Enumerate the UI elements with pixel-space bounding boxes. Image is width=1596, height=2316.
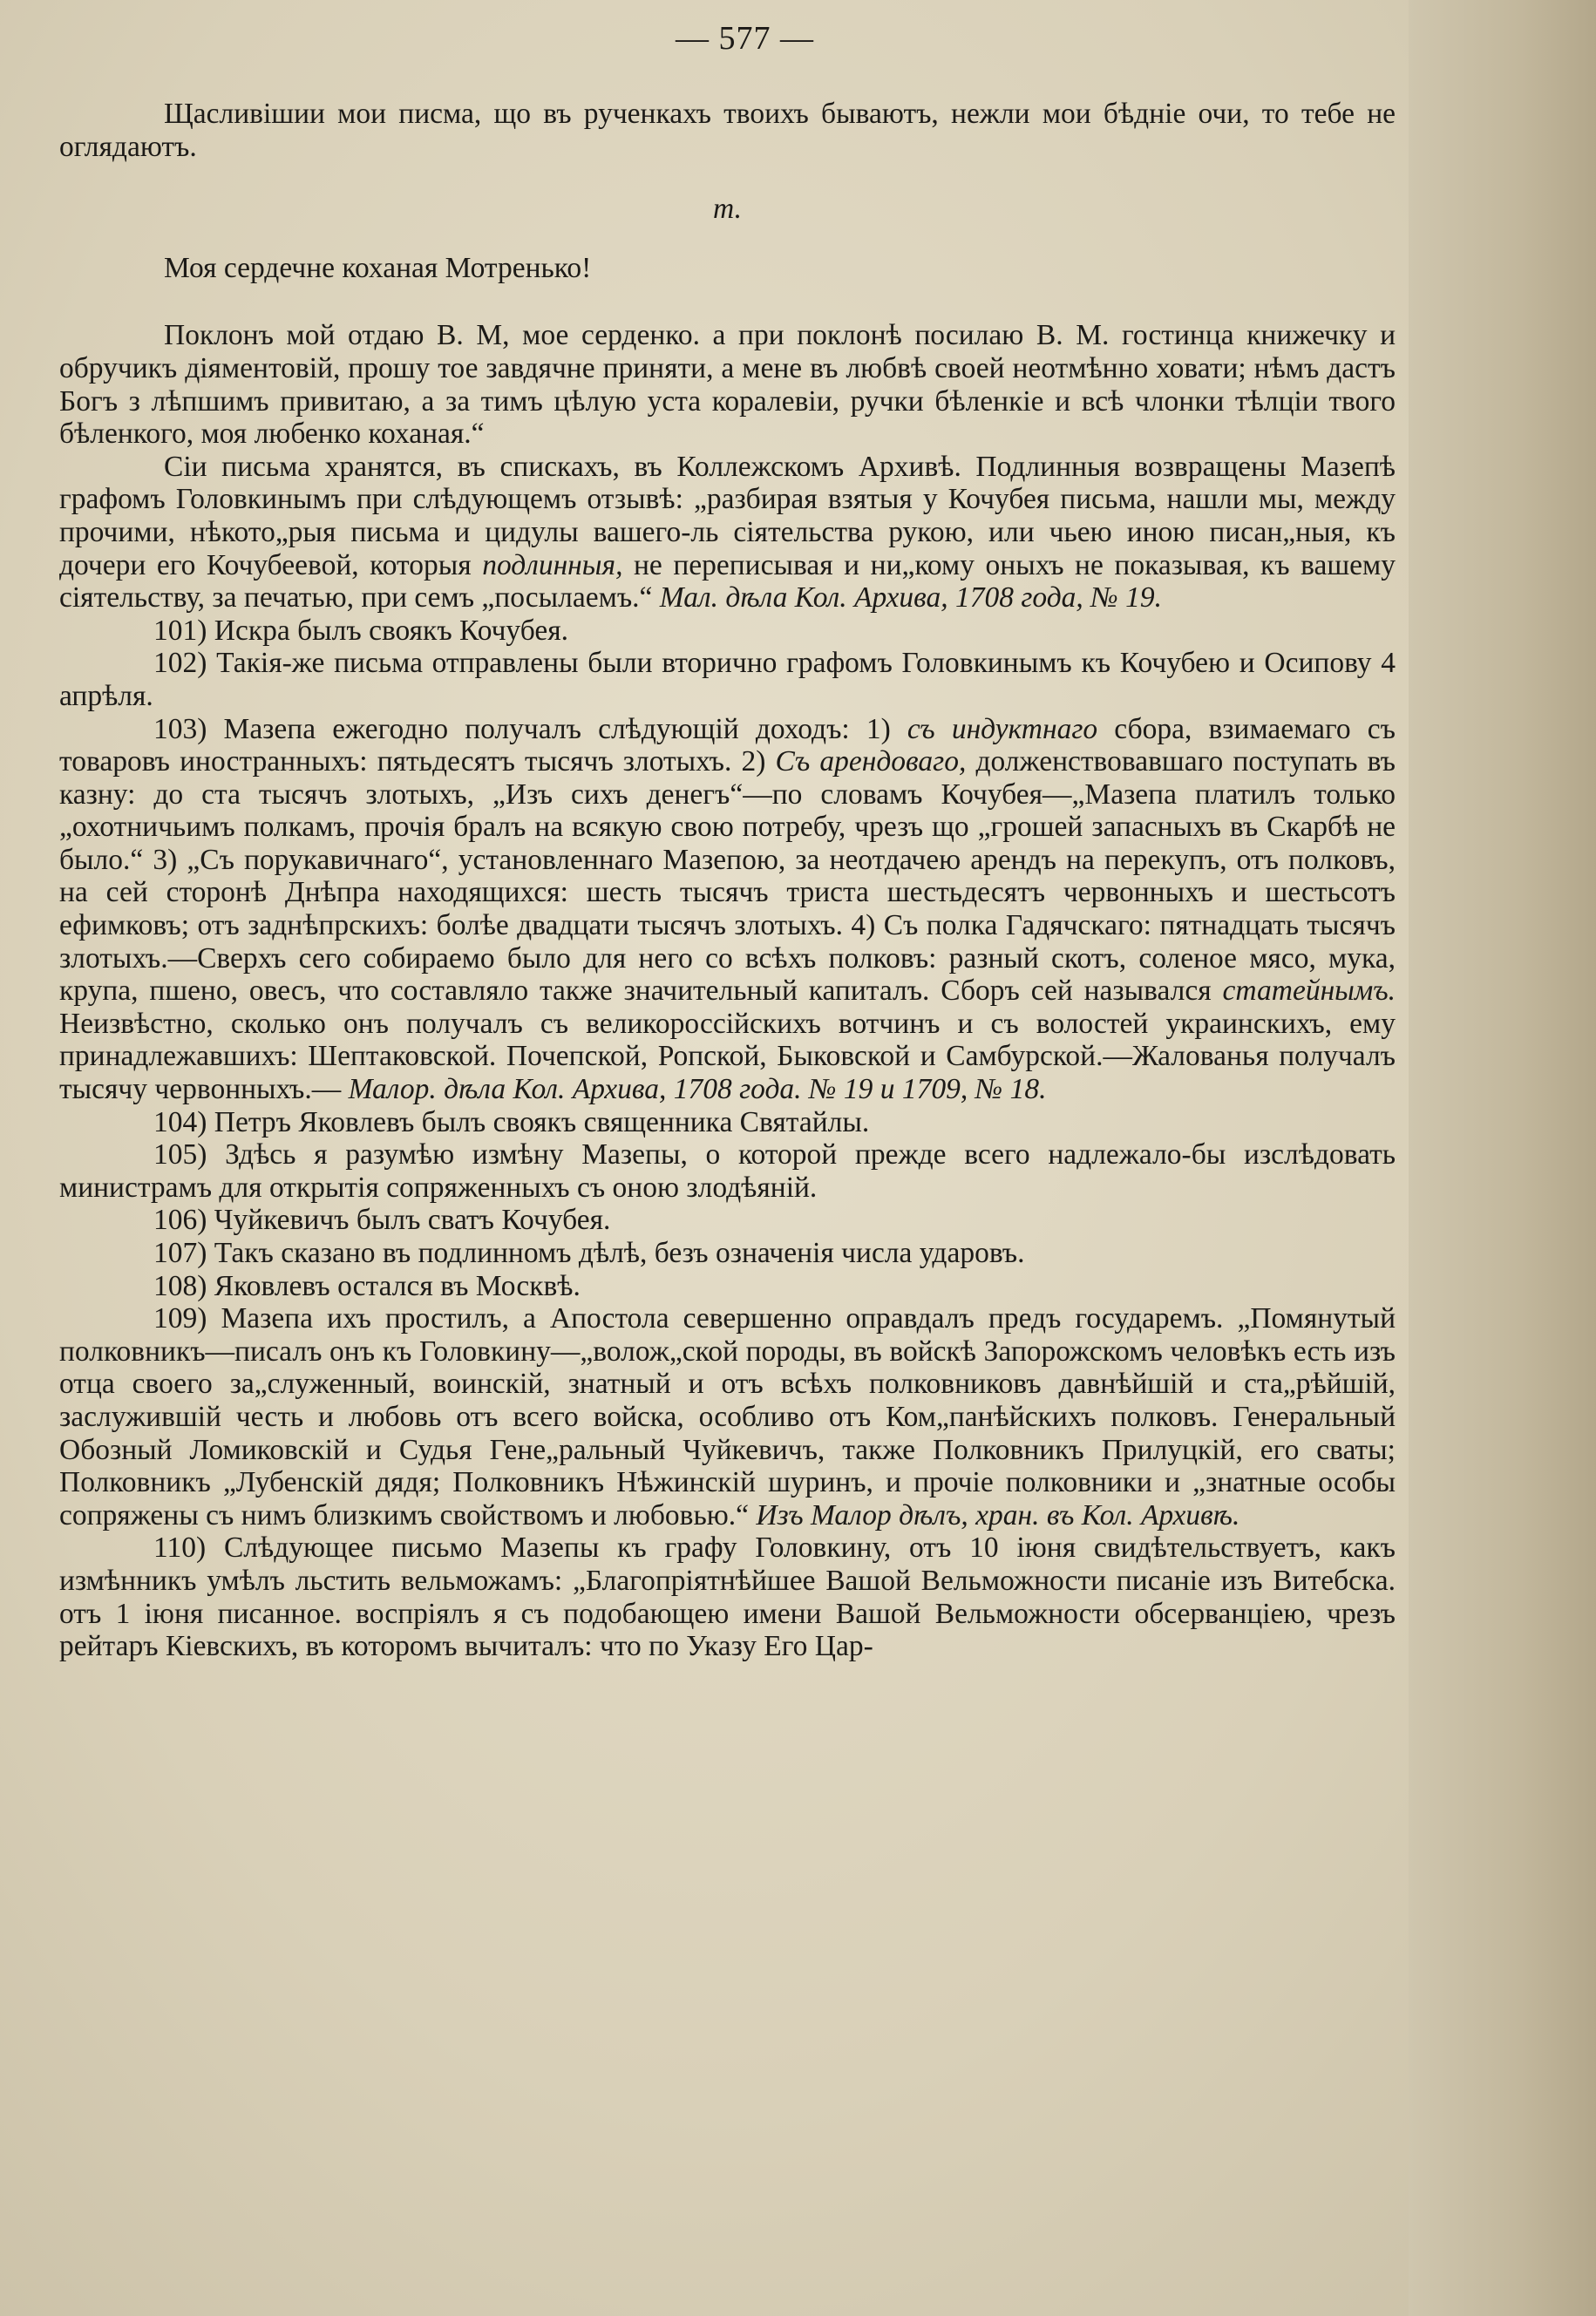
footnote-103-text-d: Неизвѣстно, сколько онъ получалъ съ великороссiйскихъ вотчинъ и съ волостей украинскихъ, ему принадлежавшихъ: Шептаковской. Почепской, Ропской, Быковской и Самбурской.—Жалованья получалъ тысячу червонныхъ.—: [59, 1007, 1396, 1106]
footnote-109: [59, 1302, 1396, 1532]
page-edge-shadow: [1409, 0, 1596, 2316]
footnote-104: 104) Петръ Яковлевъ былъ своякъ священника Святайлы.: [153, 1105, 870, 1138]
footnote-109-text: 109) Мазепа ихъ простилъ, а Апостола севершенно оправдалъ предъ государемъ. „Помянутый полковникъ—писалъ онъ къ Головкину—„волож„ской породы, въ войскѣ Запорожскомъ человѣкъ есть изъ отца своего за„служенный, воинскiй, знатный и отъ всѣхъ полковниковъ давнѣйшiй и ста„рѣйшiй, заслужившiй честь и любовь отъ всего войска, особливо отъ Ком„панѣйскихъ полковъ. Генеральный Обозный Ломиковскiй и Судья Гене„ральный Чуйкевичъ, также Полковникъ Прилуцкiй, его сваты; Полковникъ „Лубенскiй дядя; Полковникъ Нѣжинскiй шуринъ, и прочiе полковники и „знатные особы сопряжены съ нимъ близкимъ свойствомъ и любовью.“: [59, 1302, 1396, 1532]
footnote-103-italic-c: статейнымъ.: [1222, 975, 1396, 1008]
note-paragraph: [59, 451, 1396, 615]
footnote-103-text-a: 103) Мазепа ежегодно получалъ слѣдующiй доходъ: 1): [153, 712, 891, 745]
footnote-109-reference: Изъ Малор дѣлъ, хран. въ Кол. Архивѣ.: [756, 1498, 1240, 1532]
footnote-103-italic-b: Съ арендоваго,: [775, 745, 967, 778]
footnote-103: [59, 713, 1396, 1106]
footnote-101: 101) Искра былъ своякъ Кочубея.: [153, 614, 569, 647]
footnote-106: 106) Чуйкевичъ былъ сватъ Кочубея.: [153, 1204, 611, 1237]
footnote-103-text-b: сбора, взимаемаго съ товаровъ иностранныхъ: пятьдесятъ тысячъ злотыхъ. 2): [59, 712, 1396, 778]
page-body: [59, 98, 1396, 1663]
letter-salutation: Моя сердечне коханая Мотренько!: [164, 251, 592, 284]
note-text: Сiи письма хранятся, въ спискахъ, въ Коллежскомъ Архивѣ. Подлинныя возвращены Мазепѣ графомъ Головкинымъ при слѣдующемъ отзывѣ: „разбирая взятыя у Кочубея письма, нашли мы, между прочими, нѣкото„рыя письма и цидулы вашего-ль сiятельства рукою, или чьею иною писан„ныя, къ дочери его Кочубеевой, которыя: [59, 450, 1396, 581]
page-number: — 577 —: [676, 20, 814, 57]
footnote-103-reference: Малор. дѣла Кол. Архива, 1708 года. № 19 и 1709, № 18.: [348, 1073, 1047, 1106]
footnote-102: 102) Такiя-же письма отправлены были вторично графомъ Головкинымъ къ Кочубею и Осипову 4 апрѣля.: [59, 647, 1396, 712]
letter-signature: т.: [713, 193, 742, 226]
note-reference: Мал. дѣла Кол. Архива, 1708 года, № 19.: [659, 581, 1163, 615]
letter-close: Щасливiшии мои писма, що въ рученкахъ твоихъ бываютъ, нежли мои бѣднiе очи, то тебе не оглядаютъ.: [59, 98, 1396, 163]
footnote-110: 110) Слѣдующее письмо Мазепы къ графу Головкину, отъ 10 iюня свидѣтельствуетъ, какъ измѣнникъ умѣлъ льстить вельможамъ: „Благопрiятнѣйшее Вашой Вельможности писанiе изъ Витебска. отъ 1 iюня писанное. воспрiялъ я съ подобающею имени Вашой Вельможности обсерванцiею, чрезъ рейтаръ Кiевскихъ, въ которомъ вычиталъ: что по Указу Его Цар-: [59, 1532, 1396, 1663]
footnote-108: 108) Яковлевъ остался въ Москвѣ.: [153, 1269, 581, 1302]
footnote-103-text-c: долженствовавшаго поступать въ казну: до ста тысячъ злотыхъ, „Изъ сихъ денегъ“—по словамъ Кочубея—„Мазепа платилъ только „охотничьимъ полкамъ, прочiя бралъ на всякую свою потребу, чрезъ що „грошей запасныхъ въ Скарбѣ не было.“ 3) „Съ порукавичнаго“, установленнаго Мазепою, за неотдачею арендъ на перекупъ, отъ полковъ, на сей сторонѣ Днѣпра находящихся: шесть тысячъ триста шестьдесятъ червонныхъ и шестьсотъ ефимковъ; отъ заднѣпрскихъ: болѣе двадцати тысячъ злотыхъ. 4) Съ полка Гадячскаго: пятнадцать тысячъ злотыхъ.—Сверхъ сего собираемо было для него со всѣхъ полковъ: разный скотъ, соленое мясо, мука, крупа, пшено, овесъ, что составляло также значительный капиталъ. Сборъ сей назывался: [59, 745, 1396, 1008]
note-text-cont: не переписывая и ни„кому оныхъ не показывая, къ вашему сiятельству, за печатью, при семъ „посылаемъ.“: [59, 548, 1396, 615]
footnote-107: 107) Такъ сказано въ подлинномъ дѣлѣ, безъ означенiя числа ударовъ.: [153, 1237, 1025, 1269]
footnote-103-italic-a: съ индуктнаго: [907, 712, 1098, 745]
footnote-105: 105) Здѣсь я разумѣю измѣну Мазепы, о которой прежде всего надлежало-бы изслѣдовать министрамъ для открытiя сопряженныхъ съ оною злодѣянiй.: [59, 1138, 1396, 1204]
letter-body: Поклонъ мой отдаю В. М, мое серденко. а при поклонѣ посилаю В. М. гостинца книжечку и обручикъ дiяментовiй, прошу тое завдячне приняти, а мене въ любвѣ своей неотмѣнно ховати; нѣмъ дастъ Богъ з лѣпшимъ привитаю, а за тимъ цѣлую уста коралевiи, ручки бѣленкiе и всѣ члонки тѣлцiи твого бѣленкого, моя любенко коханая.“: [59, 319, 1396, 451]
note-italic: подлинныя,: [482, 548, 623, 581]
